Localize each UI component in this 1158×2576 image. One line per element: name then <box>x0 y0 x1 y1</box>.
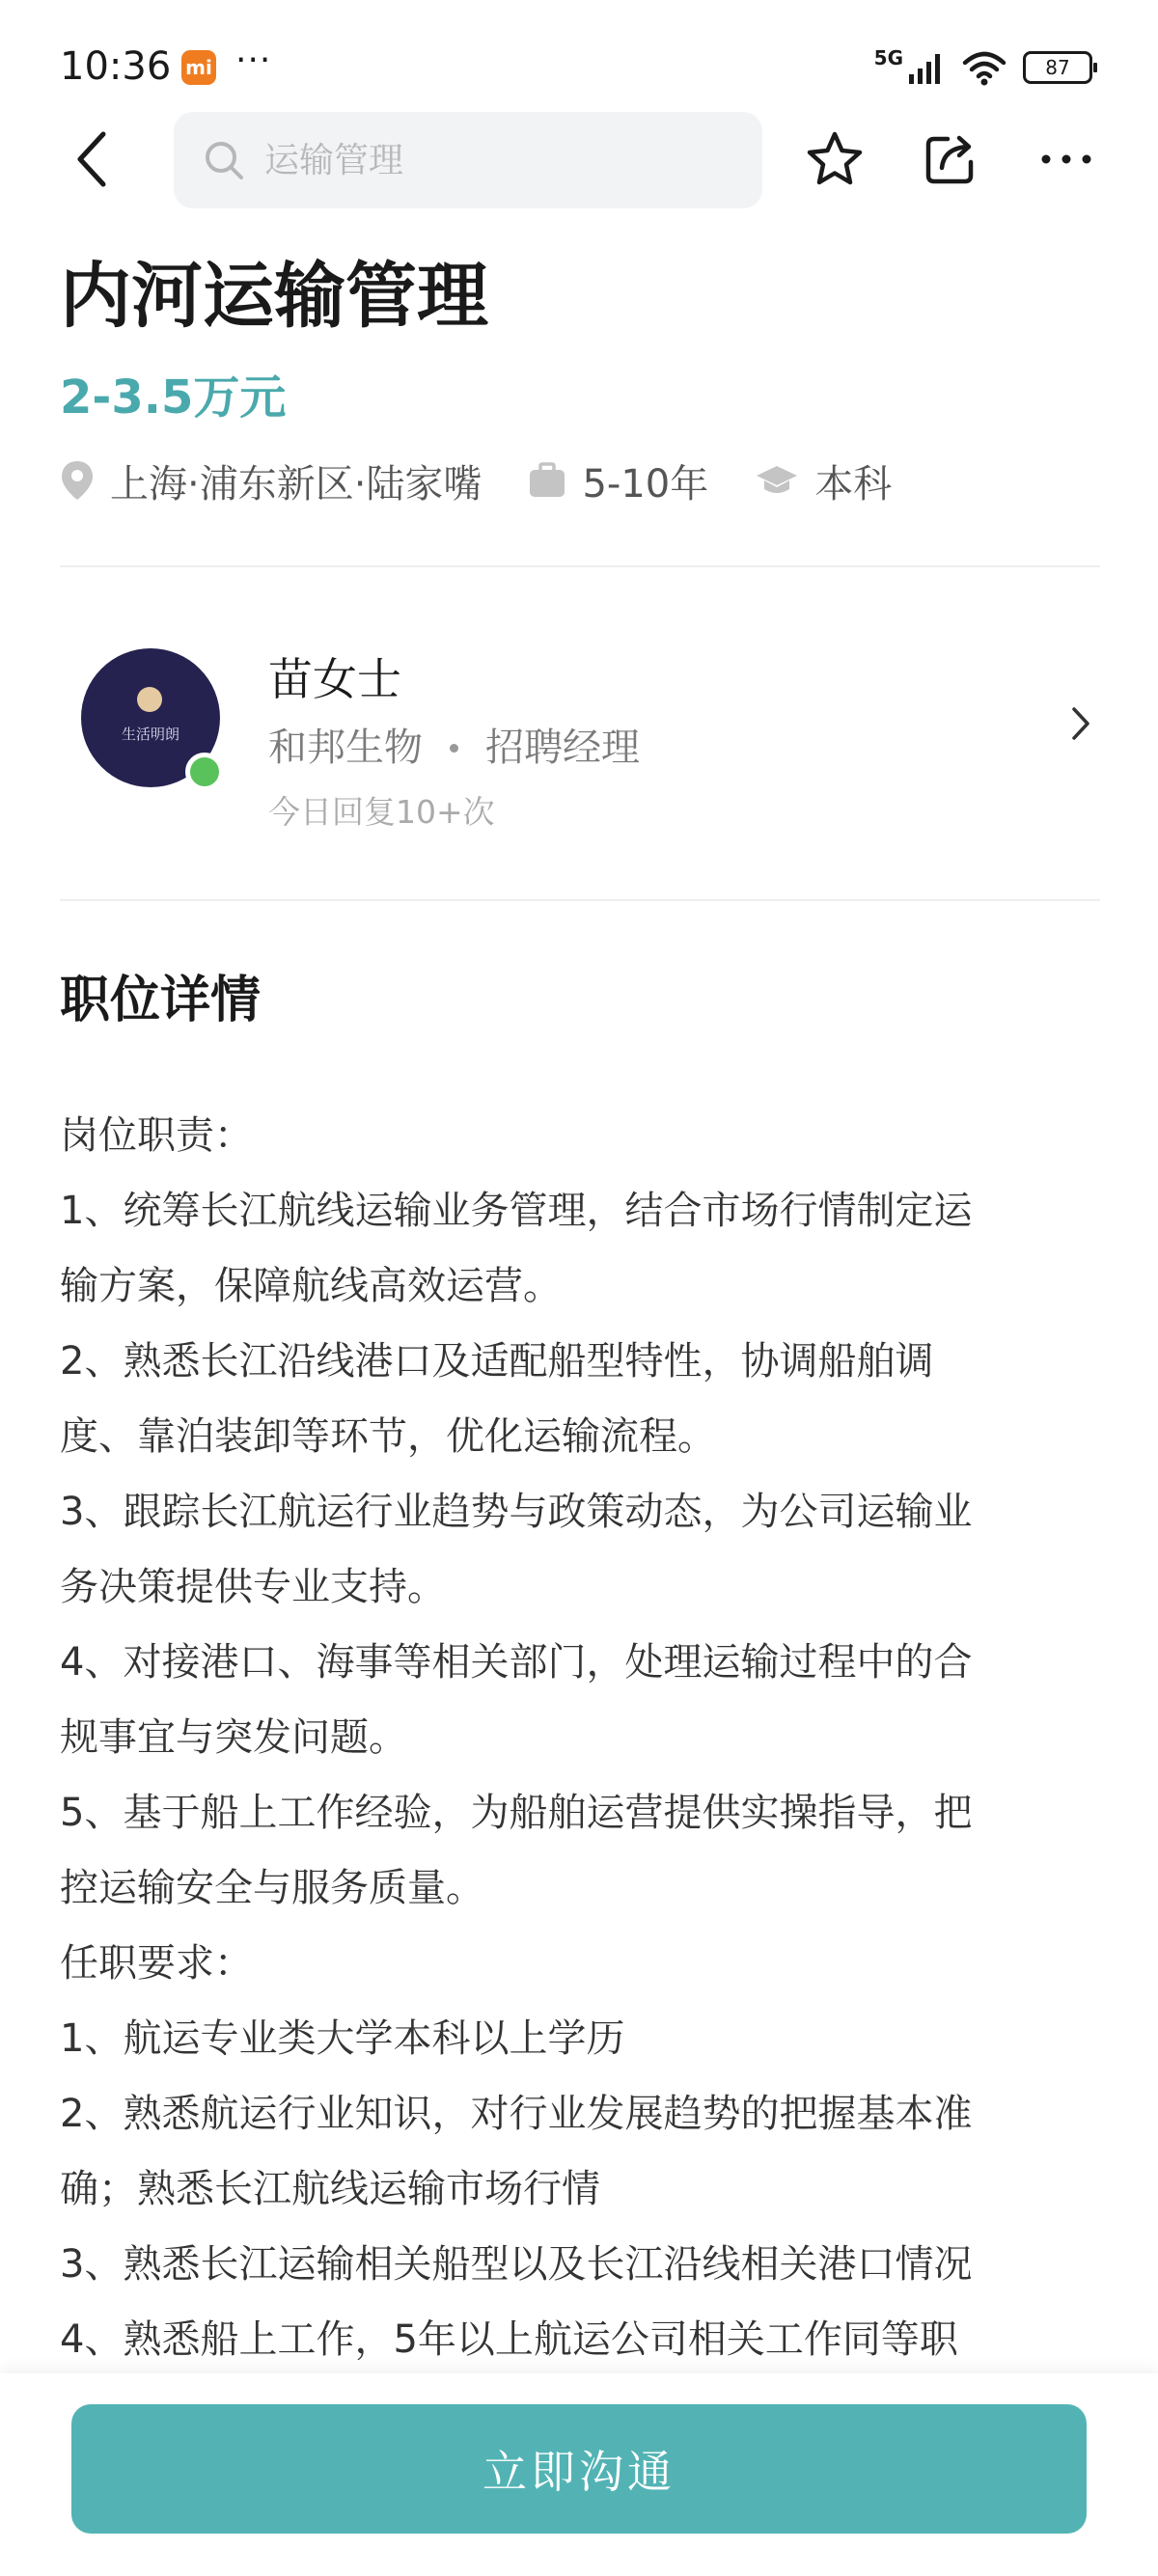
experience-item <box>528 453 708 508</box>
location-text: 上海·浦东新区·陆家嘴 <box>110 461 482 507</box>
section-title: 职位详情 <box>60 972 262 1029</box>
description-line: 1、统筹长江航线运输业务管理，结合市场行情制定运 <box>60 1189 973 1233</box>
description-line: 度、靠泊装卸等环节，优化运输流程。 <box>60 1414 716 1459</box>
search-icon <box>203 139 245 181</box>
recruiter-name: 苗女士 <box>268 653 401 705</box>
description-line: 控运输安全与服务质量。 <box>60 1866 484 1910</box>
notification-more-icon: ··· <box>235 41 272 80</box>
divider <box>60 565 1100 567</box>
battery-indicator: 87 <box>1023 51 1092 84</box>
description-line: 4、对接港口、海事等相关部门，处理运输过程中的合 <box>60 1640 973 1685</box>
description-line: 确；熟悉长江航线运输市场行情 <box>60 2167 600 2211</box>
recruiter-company: 和邦生物 <box>268 726 423 770</box>
description-line: 任职要求： <box>60 1941 253 1986</box>
back-arrow-icon <box>72 130 111 188</box>
wifi-icon <box>961 49 1007 86</box>
nav-bar <box>0 106 1158 212</box>
reply-info: 今日回复10+次 <box>268 793 495 831</box>
online-status-dot <box>185 753 224 791</box>
location-pin-icon <box>60 459 95 502</box>
search-box[interactable] <box>174 112 762 208</box>
network-type-label: 5G <box>873 46 903 69</box>
chevron-right-icon <box>1070 705 1091 742</box>
more-button[interactable] <box>1033 125 1100 193</box>
share-icon <box>923 131 979 187</box>
graduation-cap-icon <box>755 462 799 499</box>
description-line: 2、熟悉长江沿线港口及适配船型特性，协调船舶调 <box>60 1339 934 1384</box>
briefcase-icon <box>528 462 566 499</box>
experience-text: 5-10年 <box>582 461 709 507</box>
back-button[interactable] <box>58 125 125 193</box>
description-line: 3、熟悉长江运输相关船型以及长江沿线相关港口情况 <box>60 2242 973 2287</box>
search-input[interactable] <box>264 112 728 208</box>
salary: 2-3.5万元 <box>60 370 287 425</box>
favorite-button[interactable] <box>801 125 868 193</box>
education-text: 本科 <box>814 461 893 507</box>
location-item <box>60 453 482 508</box>
divider <box>60 899 1100 901</box>
description-line: 5、基于船上工作经验，为船舶运营提供实操指导，把 <box>60 1791 973 1835</box>
bottom-action-bar <box>0 2373 1158 2576</box>
recruiter-role: 招聘经理 <box>485 726 640 770</box>
description-line: 3、跟踪长江航运行业趋势与政策动态，为公司运输业 <box>60 1490 973 1534</box>
signal-icon <box>907 51 946 84</box>
job-meta <box>60 452 938 509</box>
avatar-text: 生活明朗 <box>121 726 179 743</box>
recruiter-card[interactable] <box>60 617 1100 849</box>
star-icon <box>805 130 865 188</box>
avatar-logo-mark <box>137 687 162 712</box>
more-icon <box>1040 152 1092 166</box>
description-line: 务决策提供专业支持。 <box>60 1565 446 1609</box>
description-line: 2、熟悉航运行业知识，对行业发展趋势的把握基本准 <box>60 2092 973 2136</box>
job-description <box>60 1098 1102 2373</box>
chat-now-button[interactable]: 立即沟通 <box>71 2404 1087 2534</box>
description-line: 规事宜与突发问题。 <box>60 1715 407 1760</box>
description-line: 1、航运专业类大学本科以上学历 <box>60 2016 625 2061</box>
job-title: 内河运输管理 <box>60 255 488 338</box>
education-item <box>755 453 892 508</box>
status-indicators <box>874 48 1092 87</box>
recruiter-chevron[interactable] <box>1062 695 1100 753</box>
separator-dot <box>450 744 458 753</box>
status-bar <box>0 0 1158 106</box>
mi-app-icon: mi <box>181 50 216 85</box>
status-time: 10:36 <box>60 44 172 89</box>
recruiter-company-row <box>268 724 640 772</box>
description-line: 岗位职责： <box>60 1113 253 1158</box>
description-line: 4、熟悉船上工作，5年以上航运公司相关工作同等职 <box>60 2317 958 2362</box>
description-line: 输方案，保障航线高效运营。 <box>60 1264 562 1308</box>
share-button[interactable] <box>917 125 984 193</box>
